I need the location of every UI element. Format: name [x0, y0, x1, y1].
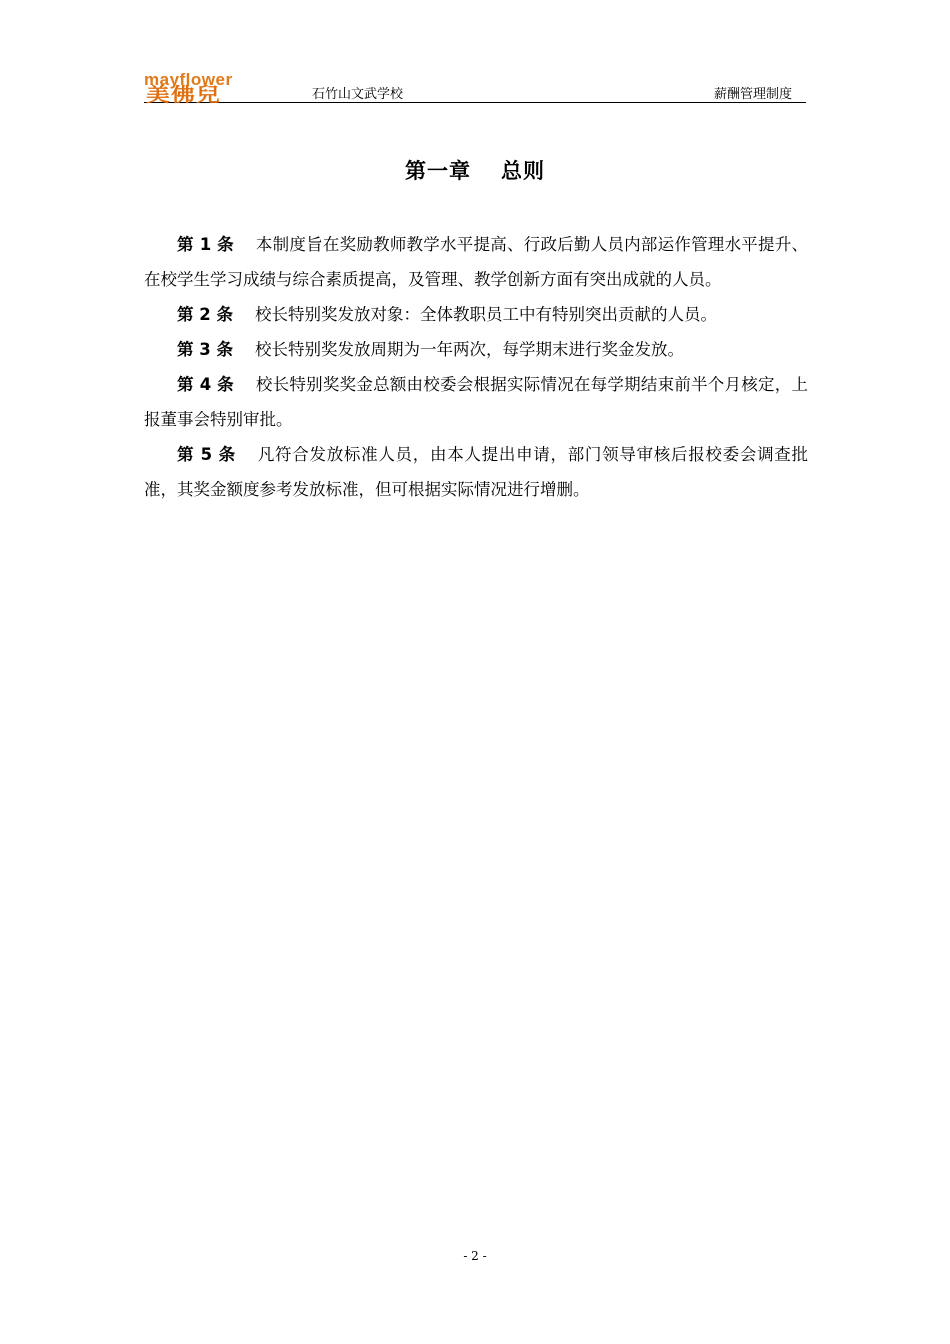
article-number: 第 4 条: [177, 375, 234, 394]
article-text: 校长特别奖发放周期为一年两次，每学期末进行奖金发放。: [254, 340, 684, 359]
article-number: 第 5 条: [177, 445, 236, 464]
header-school-name: 石竹山文武学校: [312, 87, 404, 102]
chapter-heading: [0, 155, 950, 185]
article-2: [144, 297, 808, 332]
article-text: 校长特别奖奖金总额由校委会根据实际情况在每学期结束前半个月核定，上报董事会特别审批。: [144, 375, 808, 429]
article-text: 凡符合发放标准人员，由本人提出申请，部门领导审核后报校委会调查批准，其奖金额度参考发放标准，但可根据实际情况进行增删。: [144, 445, 809, 499]
logo-chinese-text: 美佛兒: [146, 84, 222, 106]
article-4: [144, 367, 808, 437]
article-5: [144, 437, 808, 507]
document-body: [144, 227, 808, 507]
article-number: 第 1 条: [177, 235, 234, 254]
header-document-name: 薪酬管理制度: [713, 87, 792, 102]
article-3: [144, 332, 808, 367]
article-1: [144, 227, 808, 297]
page-header: [144, 70, 806, 106]
mayflower-logo: [144, 70, 289, 106]
page-number: - 2 -: [463, 1249, 487, 1263]
article-text: 本制度旨在奖励教师教学水平提高、行政后勤人员内部运作管理水平提升、在校学生学习成绩与综合素质提高，及管理、教学创新方面有突出成就的人员。: [144, 235, 808, 289]
chapter-title: 总则: [501, 159, 545, 183]
article-number: 第 3 条: [177, 340, 233, 359]
article-number: 第 2 条: [177, 305, 233, 324]
article-text: 校长特别奖发放对象：全体教职员工中有特别突出贡献的人员。: [254, 305, 717, 324]
logo-english-text: mayflower: [144, 70, 233, 89]
chapter-number: 第一章: [405, 159, 471, 183]
